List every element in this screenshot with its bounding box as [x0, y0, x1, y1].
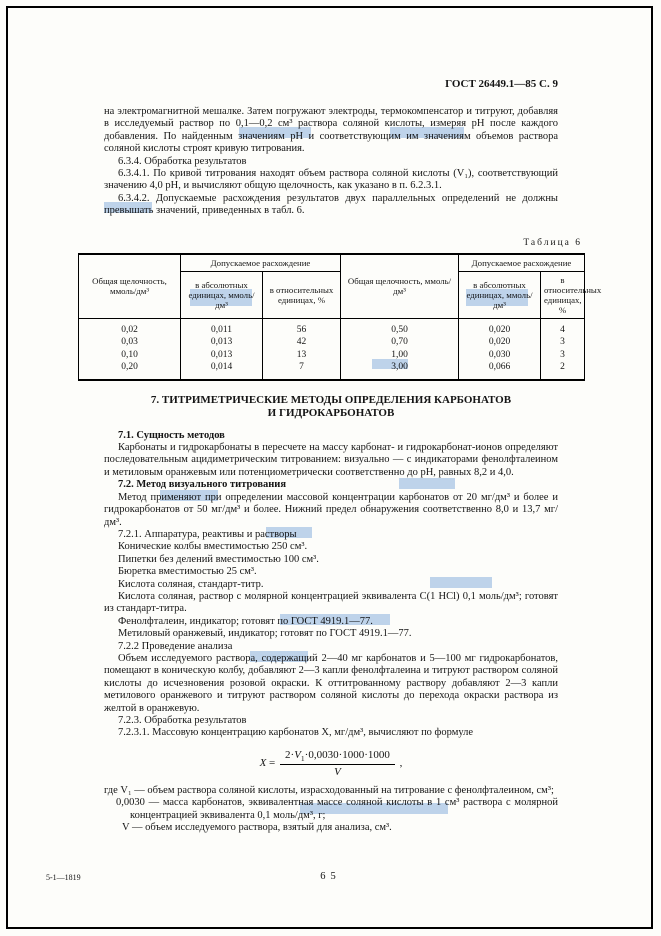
formula-equals-sign: = [269, 756, 276, 769]
column-header-discrepancy: Допускаемое расхождение [181, 254, 341, 272]
section-7-title-line2: И ГИДРОКАРБОНАТОВ [267, 407, 395, 420]
table-row [79, 349, 585, 362]
paragraph-continuation: на электромагнитной мешалке. Затем погружают электроды, термокомпенсатор и титруют, добавляя в исследуемый раствор по 0,1—0,2 см³ раствора соляной кислоты, измеряя рН после каждого добавления. По найденным значениям рН и соответствующим им значениям объемов раствора соляной кислоты строят кривую титрования. [104, 106, 558, 155]
footer-print-code: 5-1—1819 [46, 873, 81, 882]
page-content [92, 78, 602, 835]
clause-7-2-3-heading: 7.2.3. Обработка результатов [118, 715, 247, 726]
formula-trailing-comma: , [399, 756, 403, 769]
table-cell: 0,10 [79, 349, 181, 362]
table-header-row-1 [79, 254, 585, 272]
page-header-gost-number: ГОСТ 26449.1—85 С. 9 [445, 78, 558, 90]
table-cell: 42 [263, 336, 341, 349]
clause-6-3-4-heading: 6.3.4. Обработка результатов [118, 155, 247, 167]
formula-definition-v1: где V₁ — объем раствора соляной кислоты, израсходованный на титрование с фенолфталеином, см³; [104, 785, 554, 796]
table-cell: 1,00 [341, 349, 459, 362]
table-cell: 0,030 [459, 349, 541, 362]
formula-carbonate-concentration [104, 749, 558, 778]
reagent-item: Фенолфталеин, индикатор; готовят по ГОСТ 4919.1—77. [118, 615, 373, 627]
formula-definition-0030: 0,0030 — масса карбонатов, эквивалентная массе соляной кислоты в 1 см³ раствора с молярной концентрацией эквивалента 0,1 моль/дм³, г; [116, 797, 558, 821]
table-cell: 4 [541, 318, 585, 336]
table-cell: 0,50 [341, 318, 459, 336]
column-header-alkalinity: Общая щелочность, ммоль/дм³ [341, 254, 459, 319]
table-cell: 0,020 [459, 336, 541, 349]
table-cell: 56 [263, 318, 341, 336]
formula-variable-v: V [334, 766, 341, 778]
clause-6-3-4-2: 6.3.4.2. Допускаемые расхождения результатов двух параллельных определений не должны превышать значений, приведенных в табл. 6. [104, 192, 558, 217]
clause-7-2-3-1-text: 7.2.3.1. Массовую концентрацию карбонатов X, мг/дм³, вычисляют по формуле [118, 727, 474, 739]
clause-7-1-text: Карбонаты и гидрокарбонаты в пересчете на массу карбонат- и гидрокарбонат-ионов определяют последовательным ацидиметрическим титрованием: визуально — с индикаторами фенолфталеином и метиловым оранжевым или потенциометрически соответственно до рН, равных 8,2 и 4,0. [104, 442, 558, 478]
column-header-absolute-units: в абсолютных единицах, ммоль/дм³ [459, 271, 541, 318]
table-row [79, 336, 585, 349]
formula-subscript: 1 [300, 754, 305, 763]
section-7-title [104, 394, 558, 421]
table-cell: 3 [541, 349, 585, 362]
table-cell: 0,20 [79, 361, 181, 380]
formula-coefficient: 2· [285, 748, 295, 761]
table-cell: 0,011 [181, 318, 263, 336]
column-header-relative-units: в относительных единицах, % [263, 271, 341, 318]
reagent-item: Кислота соляная, раствор с молярной концентрацией эквивалента С(1 НСl) 0,1 моль/дм³; готовят из стандарт-титра. [104, 590, 558, 615]
table-6 [78, 253, 602, 381]
clause-7-2-2-heading: 7.2.2 Проведение анализа [118, 640, 233, 652]
reagent-item: Конические колбы вместимостью 250 см³. [118, 541, 308, 553]
formula-variable-v1: V [294, 748, 301, 761]
column-header-absolute-units: в абсолютных единицах, ммоль/дм³ [181, 271, 263, 318]
clause-7-2-1-heading: 7.2.1. Аппаратура, реактивы и растворы [118, 528, 297, 540]
footer-page-number: 65 [320, 871, 341, 882]
clause-7-1-heading: 7.1. Сущность методов [118, 429, 225, 441]
table-cell: 2 [541, 361, 585, 380]
table-cell: 0,02 [79, 318, 181, 336]
reagent-item: Метиловый оранжевый, индикатор; готовят по ГОСТ 4919.1—77. [118, 628, 412, 640]
reagent-item: Бюретка вместимостью 25 см³. [118, 566, 257, 578]
table-cell: 0,013 [181, 336, 263, 349]
table-cell: 0,03 [79, 336, 181, 349]
column-header-discrepancy: Допускаемое расхождение [459, 254, 585, 272]
formula-fraction [280, 749, 395, 778]
column-header-alkalinity: Общая щелочность, ммоль/дм³ [79, 254, 181, 319]
table-cell: 0,020 [459, 318, 541, 336]
table-cell: 0,013 [181, 349, 263, 362]
clause-7-2-heading: 7.2. Метод визуального титрования [118, 479, 287, 491]
formula-denominator [280, 765, 395, 778]
table-caption: Таблица 6 [523, 237, 582, 248]
clause-7-2-text: Метод применяют при определении массовой концентрации карбонатов от 20 мг/дм³ и более и гидрокарбонатов от 50 мг/дм³ и более. Нижний предел обнаружения соответственно 8,0 и 13,7 мг/дм³. [104, 491, 558, 528]
formula-numerator [280, 749, 395, 765]
table-cell: 7 [263, 361, 341, 380]
reagent-item: Пипетки без делений вместимостью 100 см³. [118, 553, 319, 565]
formula-definition-v: V — объем исследуемого раствора, взятый для анализа, см³. [122, 822, 392, 834]
table-cell: 3,00 [341, 361, 459, 380]
table-row [79, 318, 585, 336]
table-cell: 0,70 [341, 336, 459, 349]
reagent-item: Кислота соляная, стандарт-титр. [118, 578, 264, 590]
table-6-block [78, 237, 602, 381]
table-cell: 0,014 [181, 361, 263, 380]
formula-lhs-variable: X [259, 756, 267, 769]
clause-6-3-4-1: 6.3.4.1. По кривой титрования находят объем раствора соляной кислоты (V₁), соответствующий значению 4,0 рН, и вычисляют общую щелочность, как указано в п. 6.2.3.1. [104, 168, 558, 192]
formula-constants: ·0,0030·1000·1000 [304, 748, 390, 761]
column-header-relative-units: в относительных единицах, % [541, 271, 585, 318]
table-cell: 13 [263, 349, 341, 362]
section-7-title-line1: 7. ТИТРИМЕТРИЧЕСКИЕ МЕТОДЫ ОПРЕДЕЛЕНИЯ КАРБОНАТОВ [150, 393, 512, 406]
table-row [79, 361, 585, 380]
table-cell: 3 [541, 336, 585, 349]
table-cell: 0,066 [459, 361, 541, 380]
clause-7-2-2-text: Объем исследуемого раствора, содержащий 2—40 мг карбонатов и 5—100 мг гидрокарбонатов, помещают в коническую колбу, добавляют 2—3 капли фенолфталеина и титруют раствором соляной кислоты до исчезновения розовой окраски. К оттитрованному раствору добавляют 2—3 капли метилового оранжевого и титруют раствором соляной кислоты до перехода окраски раствора из желтой в оранжевую. [104, 652, 558, 714]
